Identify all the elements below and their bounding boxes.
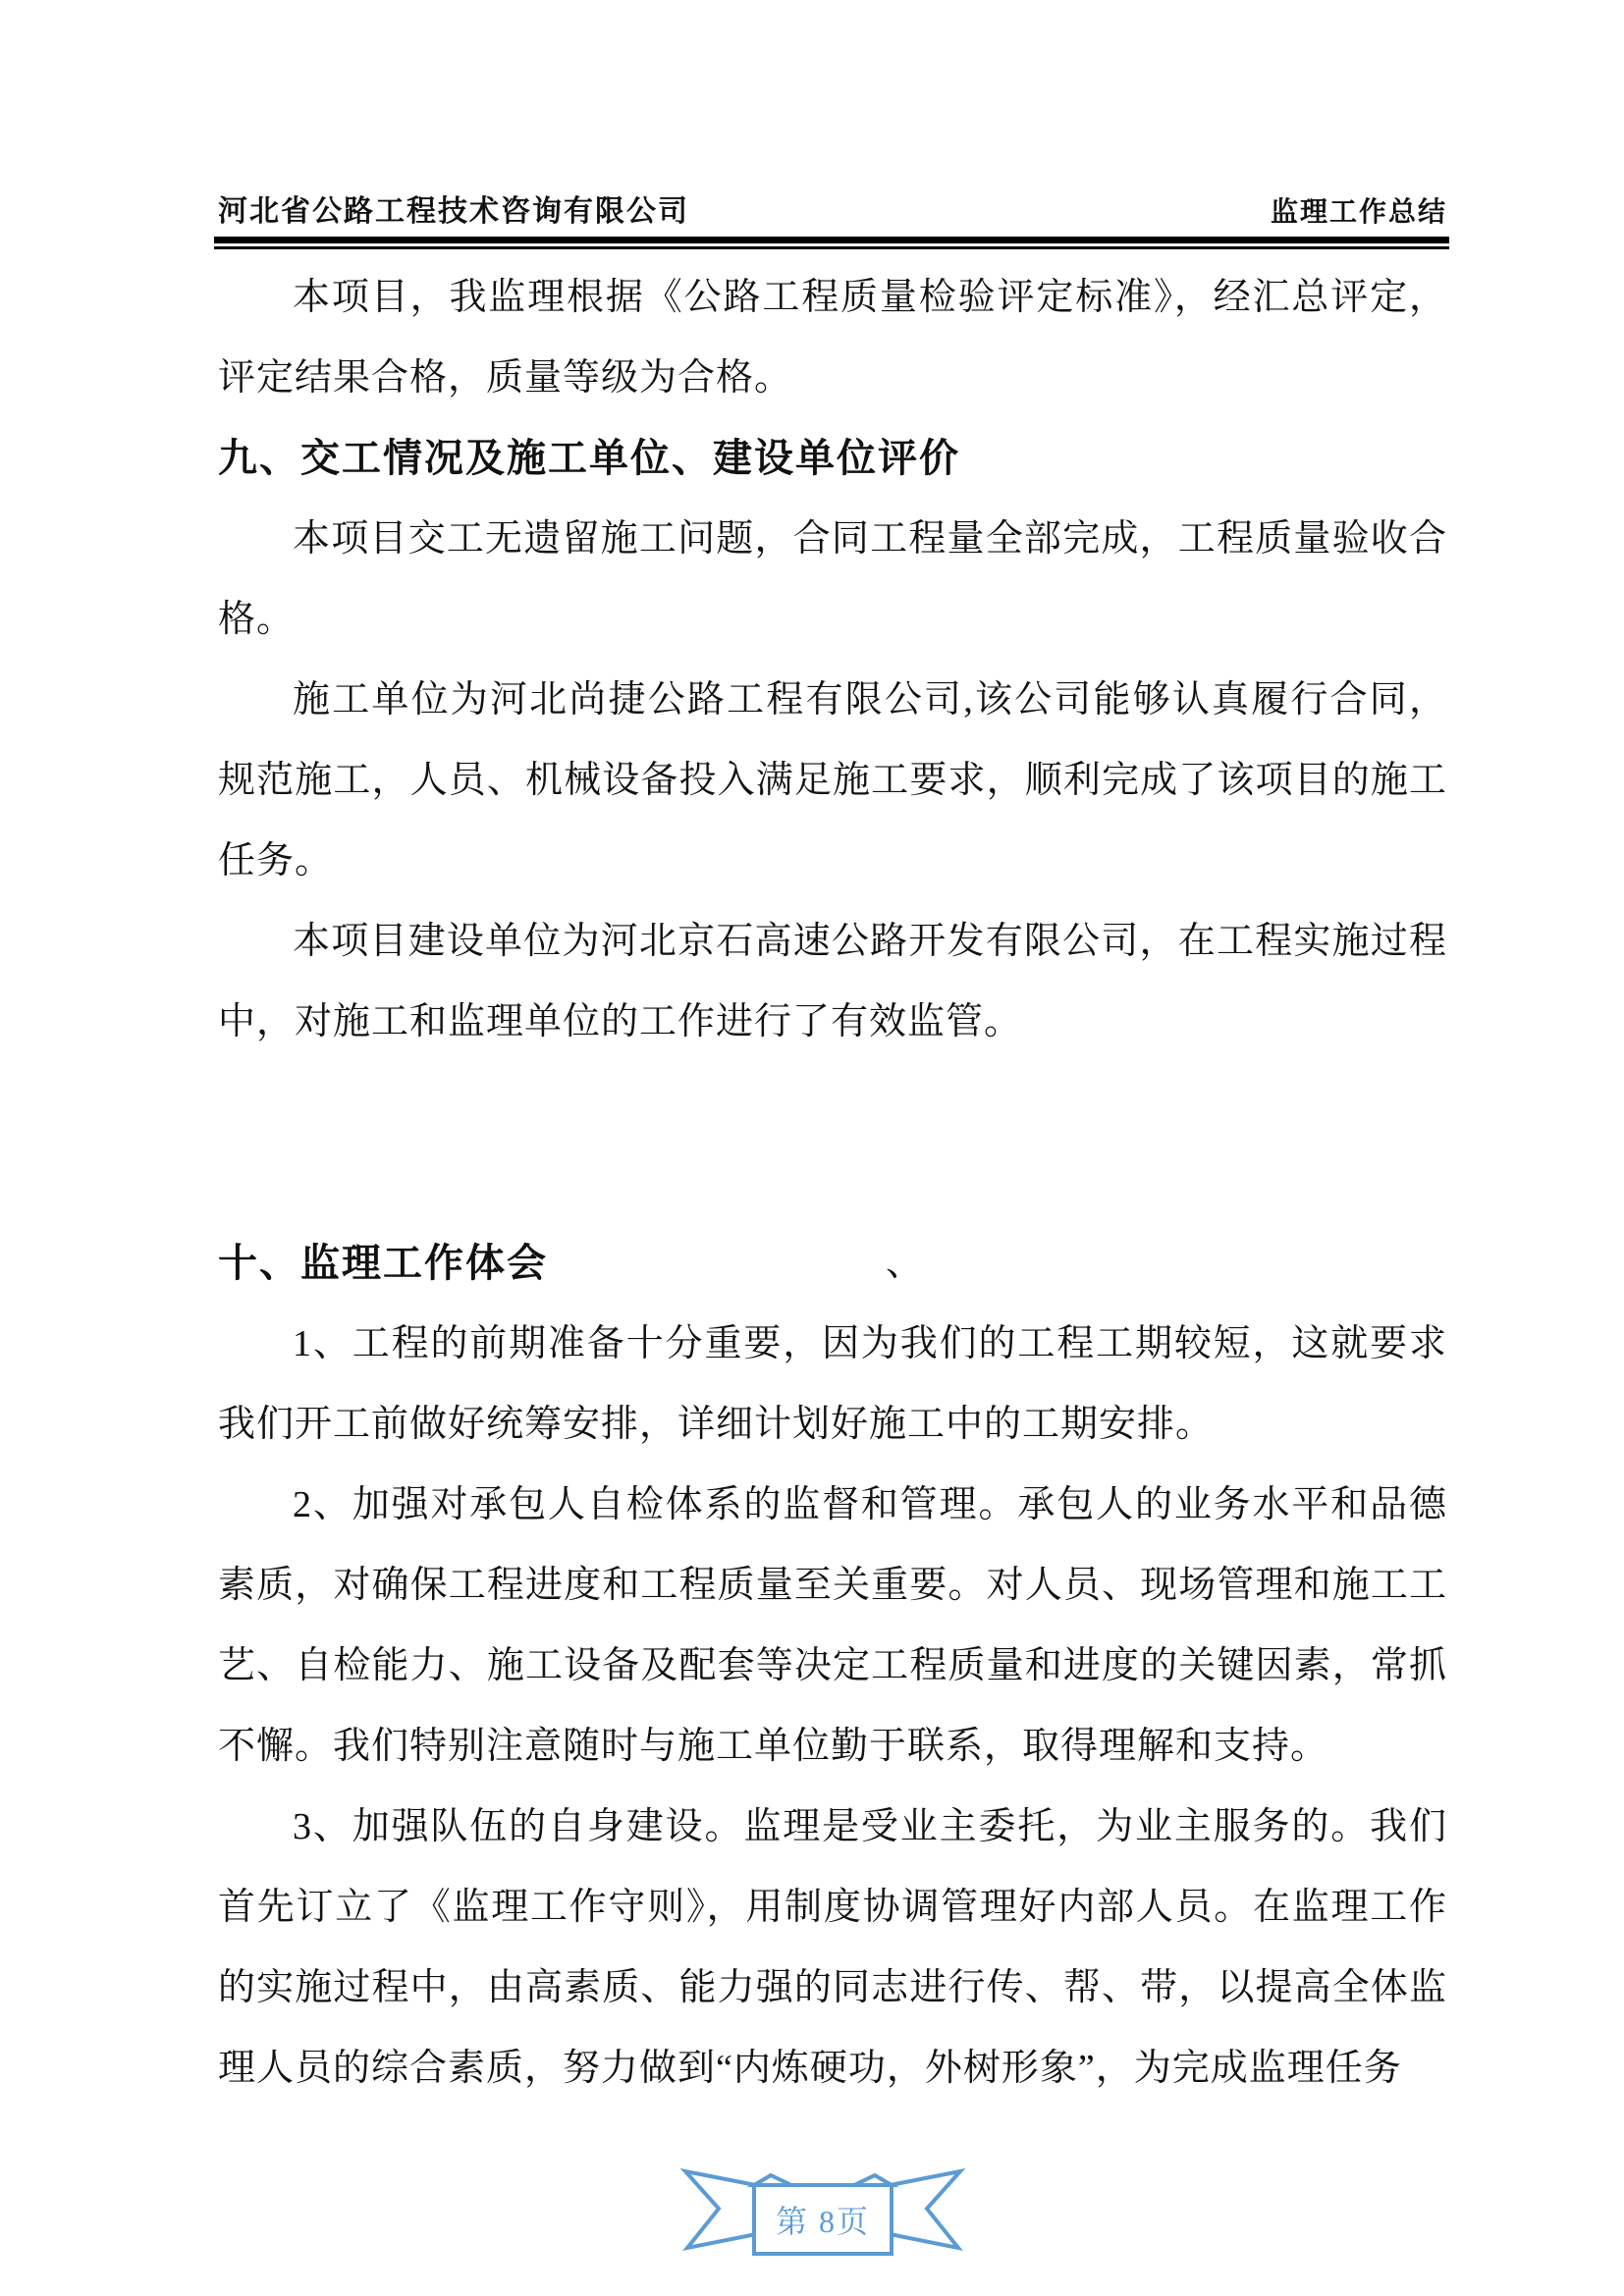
paragraph-experience-2: 2、加强对承包人自检体系的监督和管理。承包人的业务水平和品德素质，对确保工程进度和工程质量至关重要。对人员、现场管理和施工工艺、自检能力、施工设备及配套等决定工程质量和进度的关键因素，常抓不懈。我们特别注意随时与施工单位勤于联系，取得理解和支持。 (218, 1484, 1447, 1767)
page-number-label: 第 8页 (775, 2204, 870, 2239)
paragraph-quality-evaluation: 本项目，我监理根据《公路工程质量检验评定标准》，经汇总评定，评定结果合格，质量等级为合格。 (218, 277, 1447, 399)
header-company-name: 河北省公路工程技术咨询有限公司 (218, 195, 689, 228)
paragraph-owner: 本项目建设单位为河北京石高速公路开发有限公司，在工程实施过程中，对施工和监理单位的工作进行了有效监管。 (218, 921, 1447, 1042)
paragraph-experience-1: 1、工程的前期准备十分重要，因为我们的工程工期较短，这就要求我们开工前做好统筹安排，详细计划好施工中的工期安排。 (218, 1323, 1447, 1445)
paragraph-handover: 本项目交工无遗留施工问题，合同工程量全部完成，工程质量验收合格。 (218, 518, 1447, 640)
blank-gap (218, 1062, 1447, 1223)
section-heading-ten (218, 1223, 1447, 1304)
document-body (218, 257, 1447, 2109)
section-heading-ten-text: 十、监理工作体会 (218, 1242, 548, 1285)
page-header (218, 187, 1447, 230)
paragraph-experience-3: 3、加强队伍的自身建设。监理是受业主委托，为业主服务的。我们首先订立了《监理工作守则》，用制度协调管理好内部人员。在监理工作的实施过程中，由高素质、能力强的同志进行传、帮、带，以提高全体监理人员的综合素质，努力做到“内炼硬功，外树形象”，为完成监理任务 (218, 1806, 1447, 2089)
paragraph-contractor: 施工单位为河北尚捷公路工程有限公司,该公司能够认真履行合同，规范施工，人员、机械设备投入满足施工要求，顺利完成了该项目的施工任务。 (218, 679, 1447, 881)
header-doc-title: 监理工作总结 (1270, 197, 1447, 228)
stray-comma-mark: 、 (886, 1243, 926, 1284)
section-heading-nine: 九、交工情况及施工单位、建设单位评价 (218, 437, 960, 480)
header-rule (214, 237, 1449, 249)
